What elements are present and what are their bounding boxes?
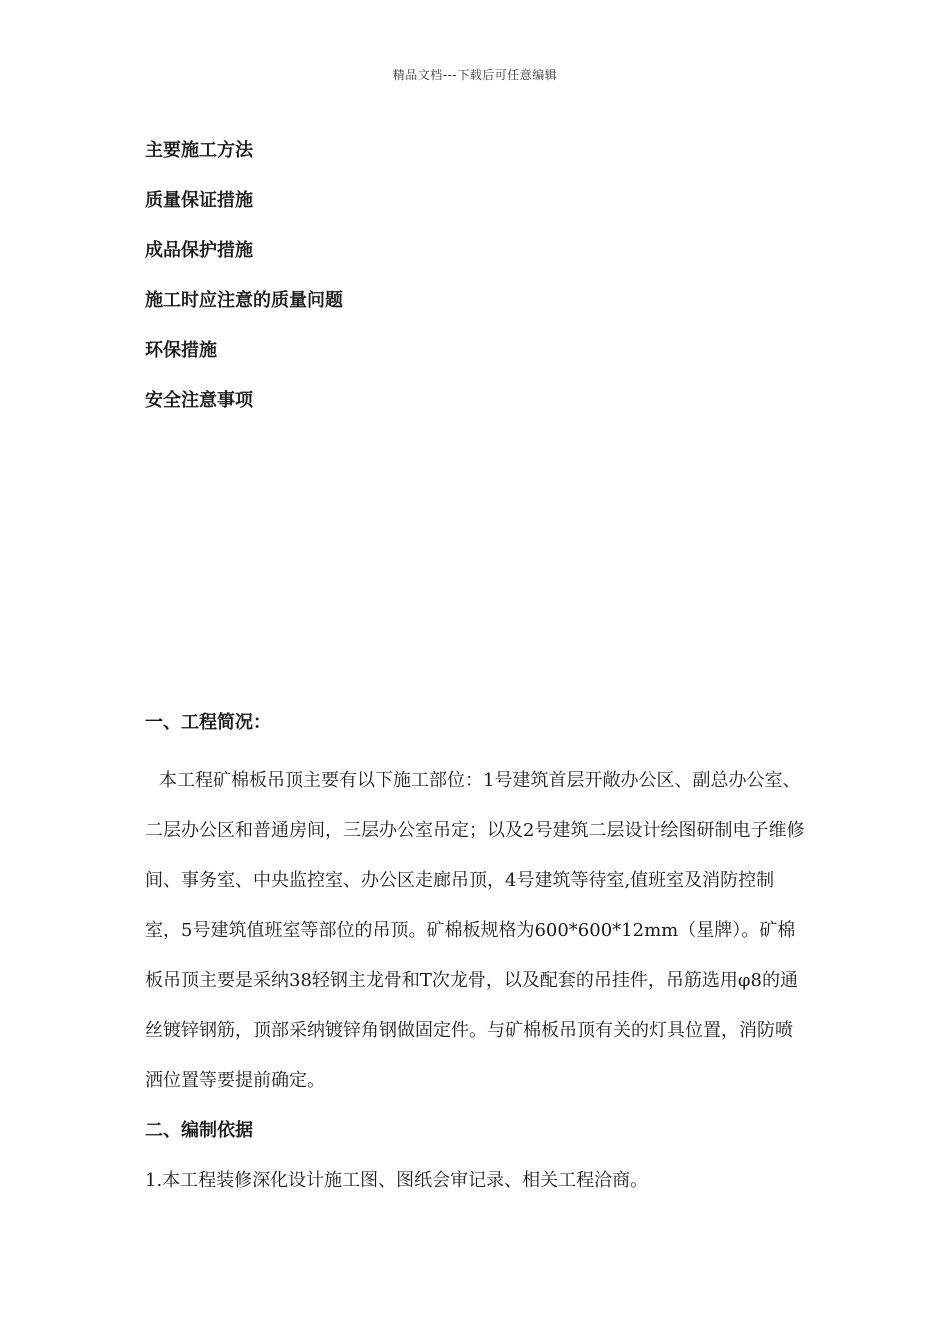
toc-item-quality-assurance: 质量保证措施 [145,190,253,211]
toc-item-safety-notes: 安全注意事项 [145,390,253,411]
toc-item-environmental-measures: 环保措施 [145,340,217,361]
page-header: 精品文档---下载后可任意编辑 [392,68,558,82]
section-heading-project-overview: 一、工程简况： [145,712,271,733]
toc-item-quality-issues: 施工时应注意的质量问题 [145,290,343,311]
toc-item-construction-methods: 主要施工方法 [145,140,253,161]
project-overview-paragraph: 本工程矿棉板吊顶主要有以下施工部位：1号建筑首层开敞办公区、副总办公室、二层办公区和普通房间，三层办公室吊定；以及2号建筑二层设计绘图研制电子维修间、事务室、中央监控室、办公区走廊吊顶，4号建筑等待室,值班室及消防控制室，5号建筑值班室等部位的吊顶。矿棉板规格为600*600*12mm（星牌）。矿棉板吊顶主要是采纳38轻钢主龙骨和T次龙骨，以及配套的吊挂件，吊筋选用φ8的通丝镀锌钢筋，顶部采纳镀锌角钢做固定件。与矿棉板吊顶有关的灯具位置，消防喷洒位置等要提前确定。 [145,770,805,1091]
basis-item-1: 1.本工程装修深化设计施工图、图纸会审记录、相关工程洽商。 [145,1170,649,1191]
toc-item-product-protection: 成品保护措施 [145,240,253,261]
section-heading-basis: 二、编制依据 [145,1120,253,1141]
table-of-contents [145,136,825,436]
body-section [145,706,807,1198]
